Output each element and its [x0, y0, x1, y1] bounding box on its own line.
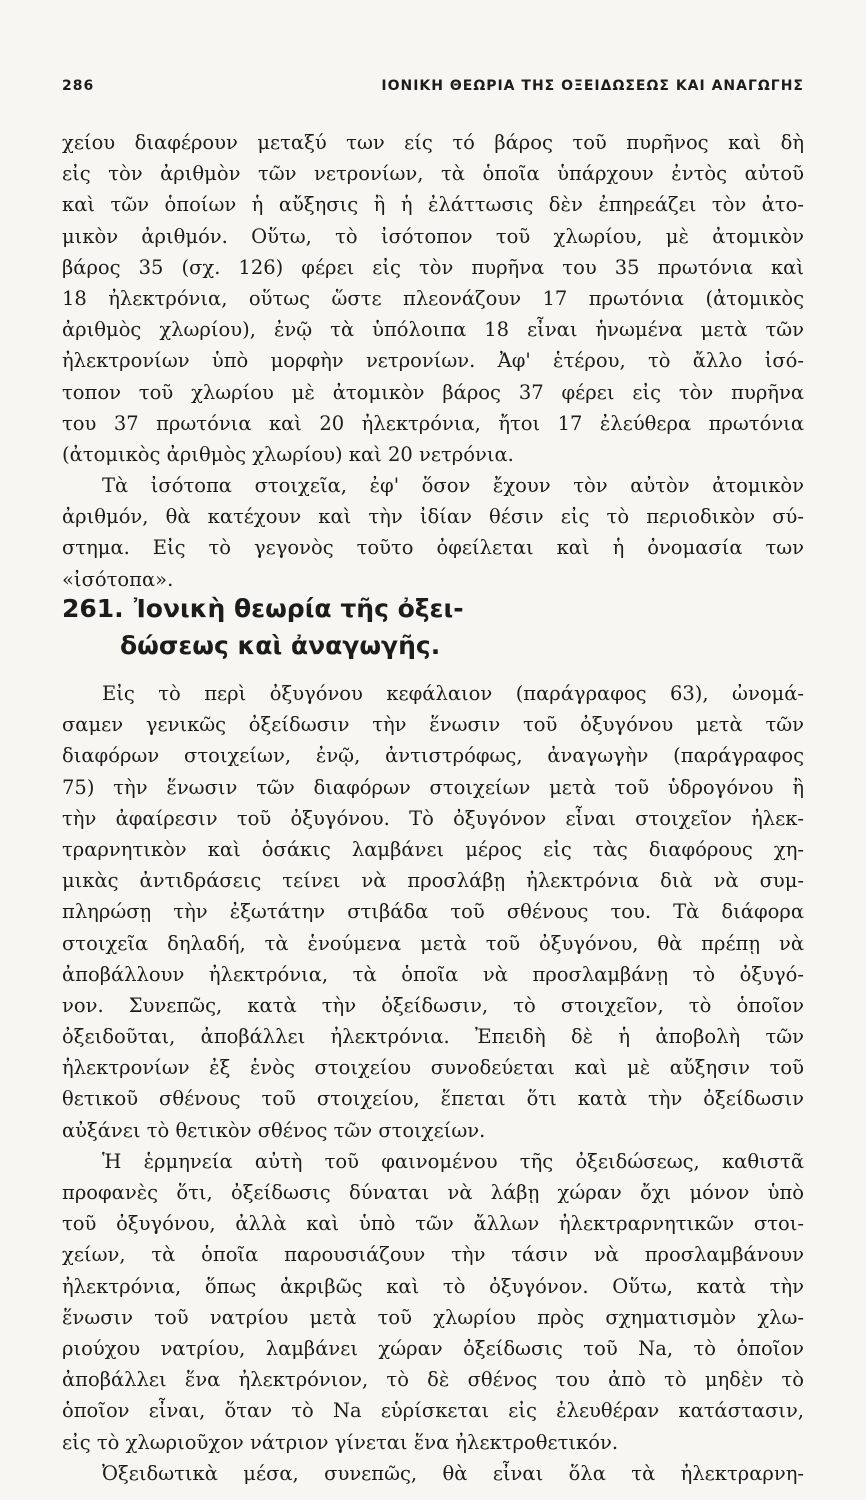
- body-text-top: [62, 127, 804, 595]
- text-line: τὴν ἀφαίρεσιν τοῦ ὀξυγόνου. Τὸ ὀξυγόνον εἶναι στοιχεῖον ἠλεκ-: [62, 806, 804, 830]
- text-line: μικὸν ἀριθμόν. Οὕτω, τὸ ἰσότοπον τοῦ χλωρίου, μὲ ἀτομικὸν: [62, 224, 804, 248]
- section-title-line2: δώσεως καὶ ἀναγωγῆς.: [120, 631, 441, 660]
- text-line: Εἰς τὸ περὶ ὀξυγόνου κεφάλαιον (παράγραφος 63), ὠνομά-: [102, 682, 804, 705]
- text-line: Ὀξειδωτικὰ μέσα, συνεπῶς, θὰ εἶναι ὅλα τὰ ἠλεκτραρνη-: [102, 1461, 804, 1485]
- text-line: καὶ τῶν ὁποίων ἡ αὔξησις ἢ ἡ ἐλάττωσις δὲν ἐπηρεάζει τὸν ἀτο-: [62, 193, 804, 217]
- text-line: βάρος 35 (σχ. 126) φέρει εἰς τὸν πυρῆνα του 35 πρωτόνια καὶ: [62, 255, 804, 279]
- text-line: Ἡ ἑρμηνεία αὐτὴ τοῦ φαινομένου τῆς ὀξειδώσεως, καθιστᾶ: [102, 1149, 804, 1173]
- text-line: εἰς τὸ χλωριοῦχον νάτριον γίνεται ἕνα ἠλεκτροθετικόν.: [62, 1430, 619, 1454]
- text-line: εἰς τὸν ἀριθμὸν τῶν νετρονίων, τὰ ὁποῖα ὑπάρχουν ἐντὸς αὐτοῦ: [62, 162, 804, 186]
- running-header: [62, 78, 804, 104]
- running-title: ΙΟΝΙΚΗ ΘΕΩΡΙΑ ΤΗΣ ΟΞΕΙΔΩΣΕΩΣ ΚΑΙ ΑΝΑΓΩΓΗΣ: [381, 78, 804, 94]
- text-line: ὀξειδοῦται, ἀποβάλλει ἠλεκτρόνια. Ἐπειδὴ δὲ ἡ ἀποβολὴ τῶν: [62, 1025, 804, 1049]
- section-number: 261.: [62, 594, 124, 623]
- text-line: στοιχεῖα δηλαδή, τὰ ἑνούμενα μετὰ τοῦ ὀξυγόνου, θὰ πρέπῃ νὰ: [62, 931, 804, 955]
- text-line: θετικοῦ σθένους τοῦ στοιχείου, ἕπεται ὅτι κατὰ τὴν ὀξείδωσιν: [62, 1087, 804, 1111]
- text-line: ἀριθμόν, θὰ κατέχουν καὶ τὴν ἰδίαν θέσιν εἰς τὸ περιοδικὸν σύ-: [62, 505, 804, 529]
- text-line: αὐξάνει τὸ θετικὸν σθένος τῶν στοιχείων.: [62, 1118, 486, 1142]
- text-line: ἕνωσιν τοῦ νατρίου μετὰ τοῦ χλωρίου πρὸς σχηματισμὸν χλω-: [62, 1305, 804, 1329]
- section-title: Ἰονικὴ θεωρία τῆς ὀξει-: [133, 594, 464, 623]
- text-line: νον. Συνεπῶς, κατὰ τὴν ὀξείδωσιν, τὸ στοιχεῖον, τὸ ὁποῖον: [62, 993, 804, 1017]
- body-text-bottom: [62, 678, 804, 1489]
- text-line: «ἰσότοπα».: [62, 567, 174, 591]
- text-line: διαφόρων στοιχείων, ἐνῷ, ἀντιστρόφως, ἀναγωγὴν (παράγραφος: [62, 744, 804, 768]
- text-line: ριούχου νατρίου, λαμβάνει χώραν ὀξείδωσις τοῦ Na, τὸ ὁποῖον: [62, 1336, 804, 1360]
- text-line: ἠλεκτρονίων ἐξ ἑνὸς στοιχείου συνοδεύεται καὶ μὲ αὔξησιν τοῦ: [62, 1056, 804, 1080]
- text-line: τοπον τοῦ χλωρίου μὲ ἀτομικὸν βάρος 37 φέρει εἰς τὸν πυρῆνα: [62, 380, 804, 404]
- text-line: προφανὲς ὅτι, ὀξείδωσις δύναται νὰ λάβῃ χώραν ὄχι μόνον ὑπὸ: [62, 1181, 804, 1204]
- text-line: σαμεν γενικῶς ὀξείδωσιν τὴν ἕνωσιν τοῦ ὀξυγόνου μετὰ τῶν: [62, 713, 804, 737]
- text-line: χείου διαφέρουν μεταξύ των είς τό βάρος τοῦ πυρῆνος καὶ δὴ: [62, 131, 804, 154]
- text-line: χείων, τὰ ὁποῖα παρουσιάζουν τὴν τάσιν νὰ προσλαμβάνουν: [62, 1243, 804, 1267]
- text-line: 75) τὴν ἕνωσιν τῶν διαφόρων στοιχείων μετὰ τοῦ ὑδρογόνου ἢ: [62, 775, 804, 799]
- text-line: ἀποβάλλει ἕνα ἠλεκτρόνιον, τὸ δὲ σθένος του ἀπὸ τὸ μηδὲν τὸ: [62, 1368, 804, 1392]
- text-line: στημα. Εἰς τὸ γεγονὸς τοῦτο ὀφείλεται καὶ ἡ ὀνομασία των: [62, 536, 804, 560]
- text-line: τοῦ ὀξυγόνου, ἀλλὰ καὶ ὑπὸ τῶν ἄλλων ἠλεκτραρνητικῶν στοι-: [62, 1212, 804, 1236]
- page-number: 286: [62, 78, 95, 94]
- text-line: ἠλεκτρόνια, ὅπως ἀκριβῶς καὶ τὸ ὀξυγόνον. Οὕτω, κατὰ τὴν: [62, 1274, 804, 1298]
- text-line: πληρώσῃ τὴν ἐξωτάτην στιβάδα τοῦ σθένους του. Τὰ διάφορα: [62, 900, 804, 924]
- text-line: ἠλεκτρονίων ὑπὸ μορφὴν νετρονίων. Ἀφ' ἑτέρου, τὸ ἄλλο ἰσό-: [62, 349, 804, 373]
- text-line: τραρνητικὸν καὶ ὁσάκις λαμβάνει μέρος εἰς τὰς διαφόρους χη-: [62, 837, 804, 861]
- text-line: Τὰ ἰσότοπα στοιχεῖα, ἐφ' ὅσον ἔχουν τὸν αὐτὸν ἀτομικὸν: [102, 474, 804, 498]
- section-heading: [62, 590, 804, 664]
- section-title-line1: [62, 590, 804, 627]
- text-line: ἀποβάλλουν ἠλεκτρόνια, τὰ ὁποῖα νὰ προσλαμβάνῃ τὸ ὀξυγό-: [62, 962, 804, 986]
- text-line: ἀριθμὸς χλωρίου), ἐνῷ τὰ ὑπόλοιπα 18 εἶναι ἡνωμένα μετὰ τῶν: [62, 318, 804, 342]
- text-line: 18 ἠλεκτρόνια, οὕτως ὥστε πλεονάζουν 17 πρωτόνια (ἀτομικὸς: [62, 286, 804, 310]
- text-line: (ἀτομικὸς ἀριθμὸς χλωρίου) καὶ 20 νετρόνια.: [62, 442, 514, 466]
- text-line: ὁποῖον εἶναι, ὅταν τὸ Na εὑρίσκεται εἰς ἐλευθέραν κατάστασιν,: [62, 1399, 804, 1423]
- text-line: του 37 πρωτόνια καὶ 20 ἠλεκτρόνια, ἤτοι 17 ἐλεύθερα πρωτόνια: [62, 411, 804, 435]
- text-line: μικὰς ἀντιδράσεις τείνει νὰ προσλάβῃ ἠλεκτρόνια διὰ νὰ συμ-: [62, 869, 804, 893]
